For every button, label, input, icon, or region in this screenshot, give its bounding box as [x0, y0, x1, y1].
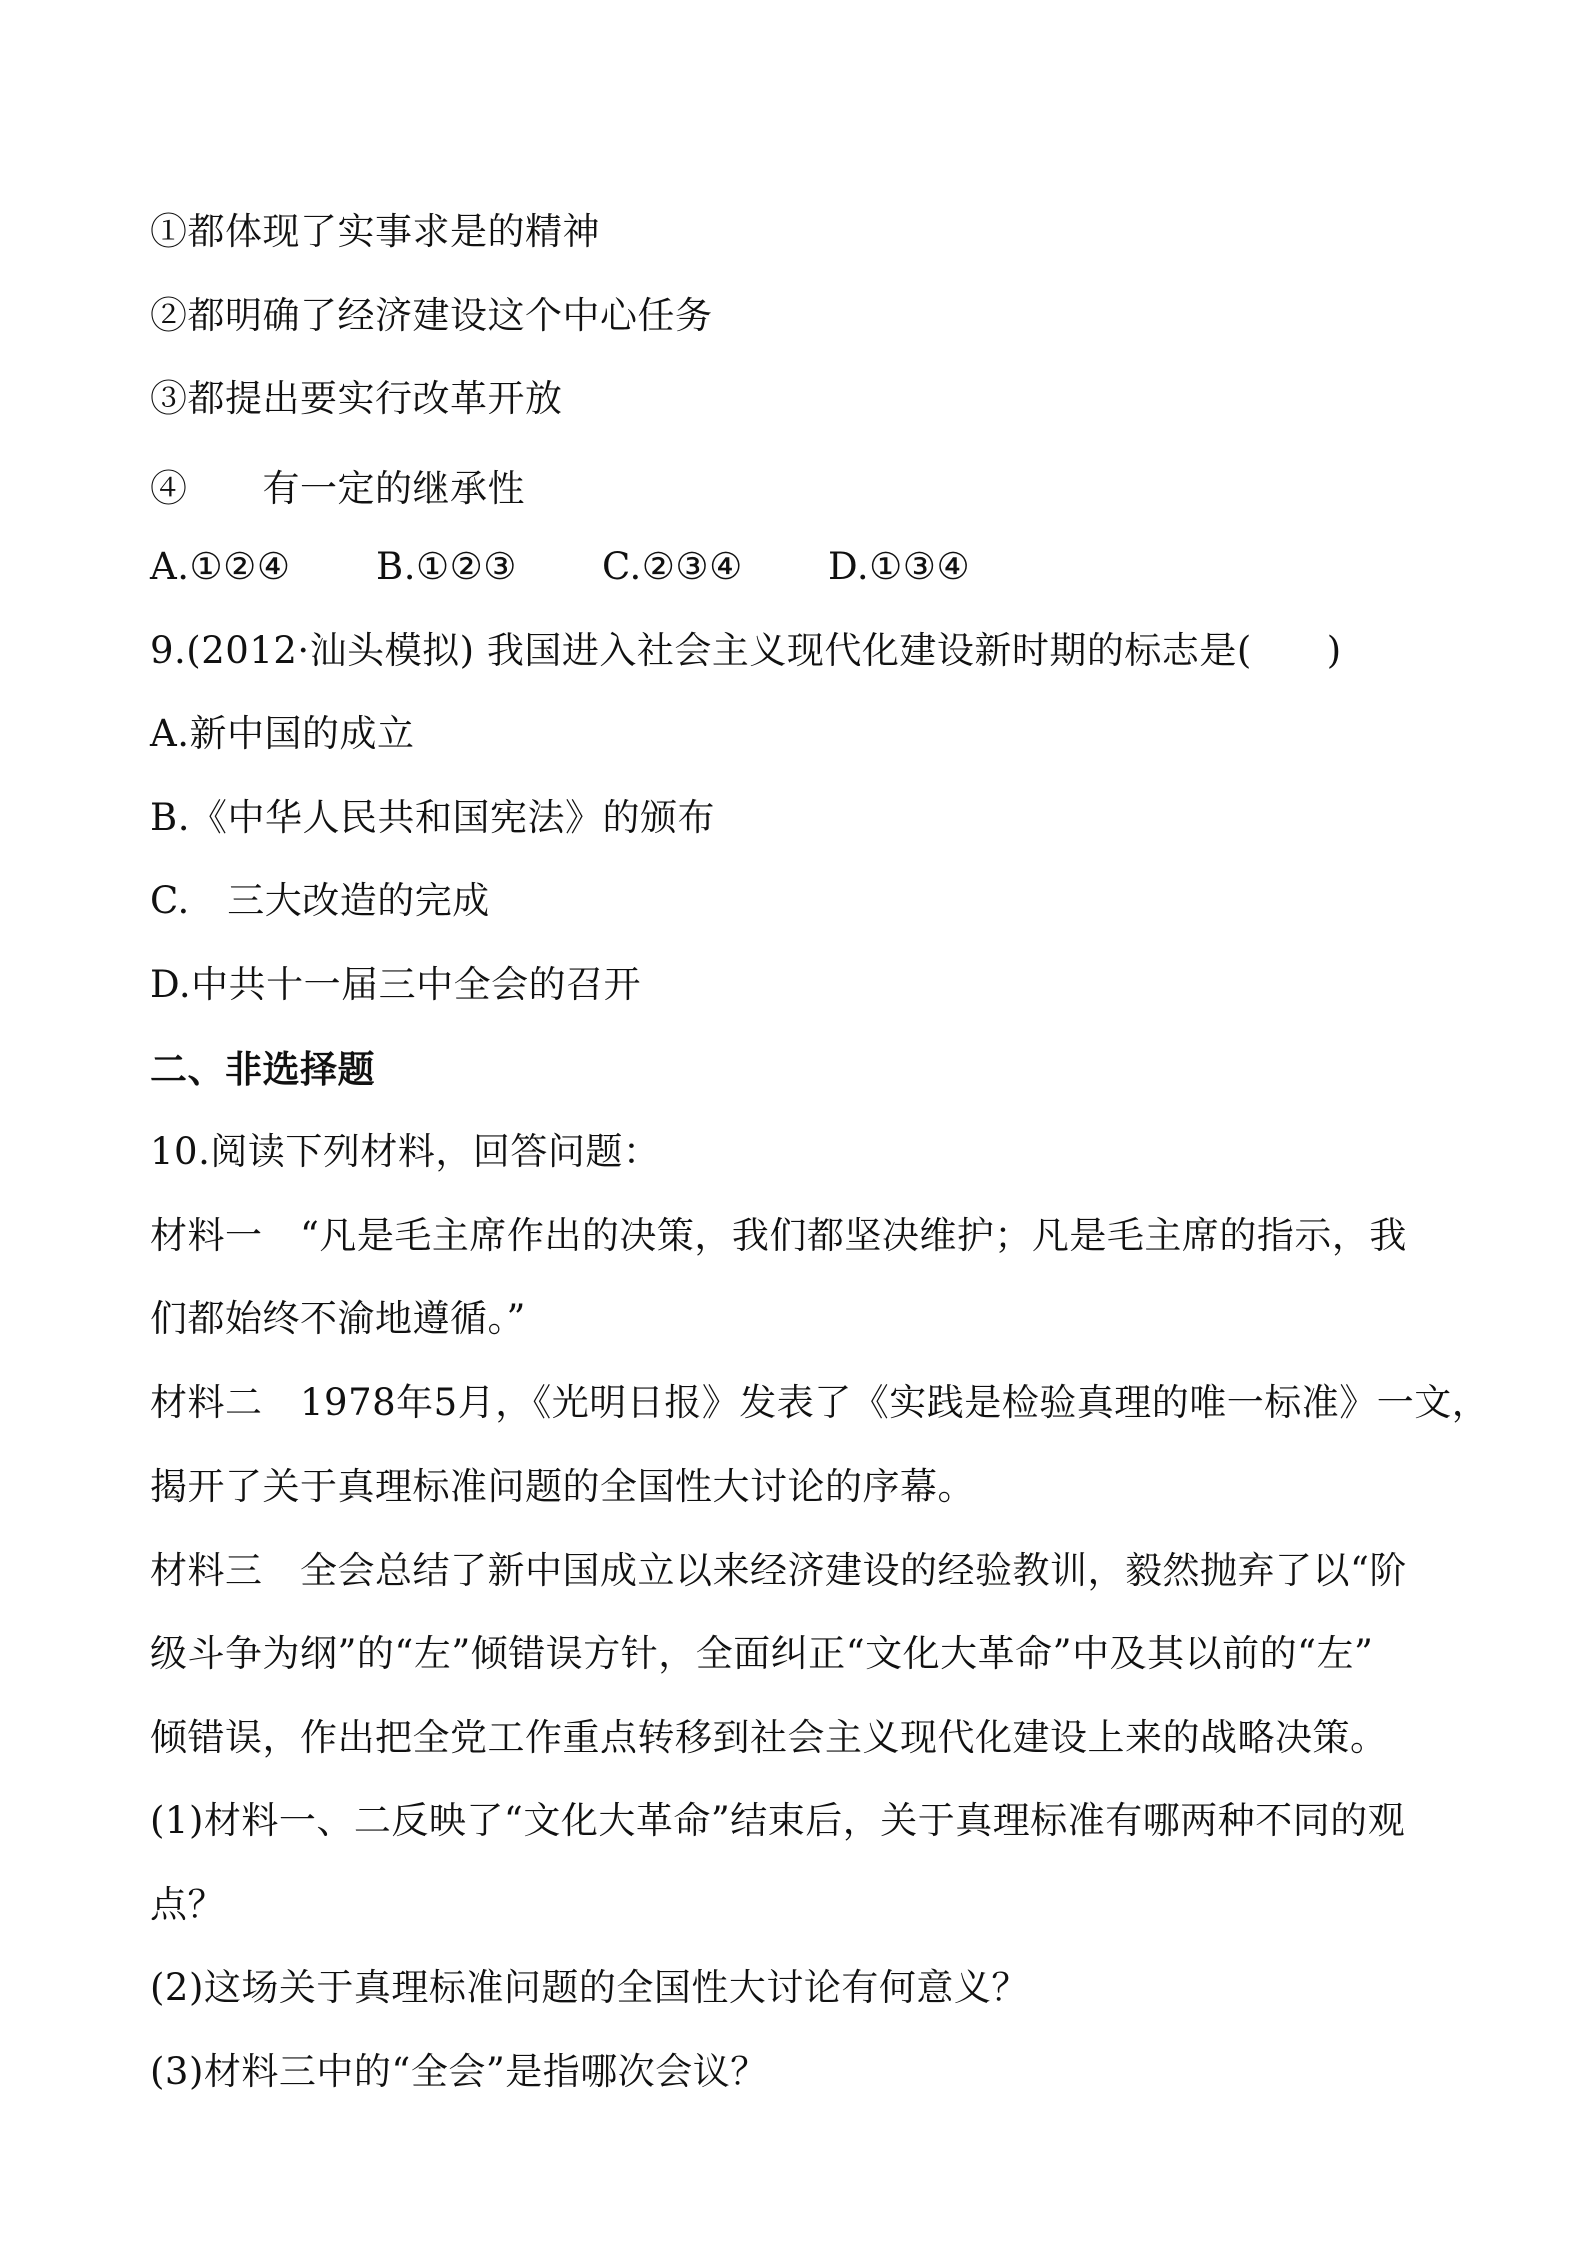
question-9-stem: 9.(2012·汕头模拟) 我国进入社会主义现代化建设新时期的标志是( ) — [150, 629, 1342, 672]
choice-c: C.②③④ — [602, 545, 743, 588]
question-9-choice-b: B.《中华人民共和国宪法》的颁布 — [150, 796, 715, 839]
material-3-line-3: 倾错误，作出把全党工作重点转移到社会主义现代化建设上来的战略决策。 — [150, 1716, 1388, 1759]
question-10-stem: 10.阅读下列材料，回答问题： — [150, 1130, 661, 1173]
material-3-line-1: 材料三 全会总结了新中国成立以来经济建设的经验教训，毅然抛弃了以“阶 — [150, 1549, 1407, 1592]
question-9-choice-d: D.中共十一届三中全会的召开 — [150, 963, 642, 1006]
subquestion-1-line-1: (1)材料一、二反映了“文化大革命”结束后，关于真理标准有哪两种不同的观 — [150, 1799, 1406, 1842]
material-2-line-2: 揭开了关于真理标准问题的全国性大讨论的序幕。 — [150, 1465, 975, 1508]
choice-b: B.①②③ — [376, 545, 517, 588]
subquestion-2: (2)这场关于真理标准问题的全国性大讨论有何意义？ — [150, 1966, 1029, 2009]
material-3-line-2: 级斗争为纲”的“左”倾错误方针，全面纠正“文化大革命”中及其以前的“左” — [150, 1632, 1374, 1675]
statement-2: ②都明确了经济建设这个中心任务 — [150, 294, 713, 337]
choice-a: A.①②④ — [150, 545, 291, 588]
statement-4: ④ 有一定的继承性 — [150, 467, 525, 510]
statement-3: ③都提出要实行改革开放 — [150, 377, 563, 420]
choice-d: D.①③④ — [828, 545, 971, 588]
question-9-choice-c: C. 三大改造的完成 — [150, 879, 490, 922]
section-heading: 二、非选择题 — [150, 1047, 375, 1091]
statement-1: ①都体现了实事求是的精神 — [150, 210, 600, 253]
material-1-line-2: 们都始终不渝地遵循。” — [150, 1297, 526, 1340]
subquestion-1-line-2: 点？ — [150, 1883, 225, 1926]
material-1-line-1: 材料一 “凡是毛主席作出的决策，我们都坚决维护；凡是毛主席的指示，我 — [150, 1214, 1407, 1257]
material-2-line-1: 材料二 1978年5月，《光明日报》发表了《实践是检验真理的唯一标准》一文， — [150, 1381, 1490, 1424]
answer-choices-row — [150, 543, 970, 591]
subquestion-3: (3)材料三中的“全会”是指哪次会议？ — [150, 2050, 768, 2093]
question-9-choice-a: A.新中国的成立 — [150, 712, 415, 755]
